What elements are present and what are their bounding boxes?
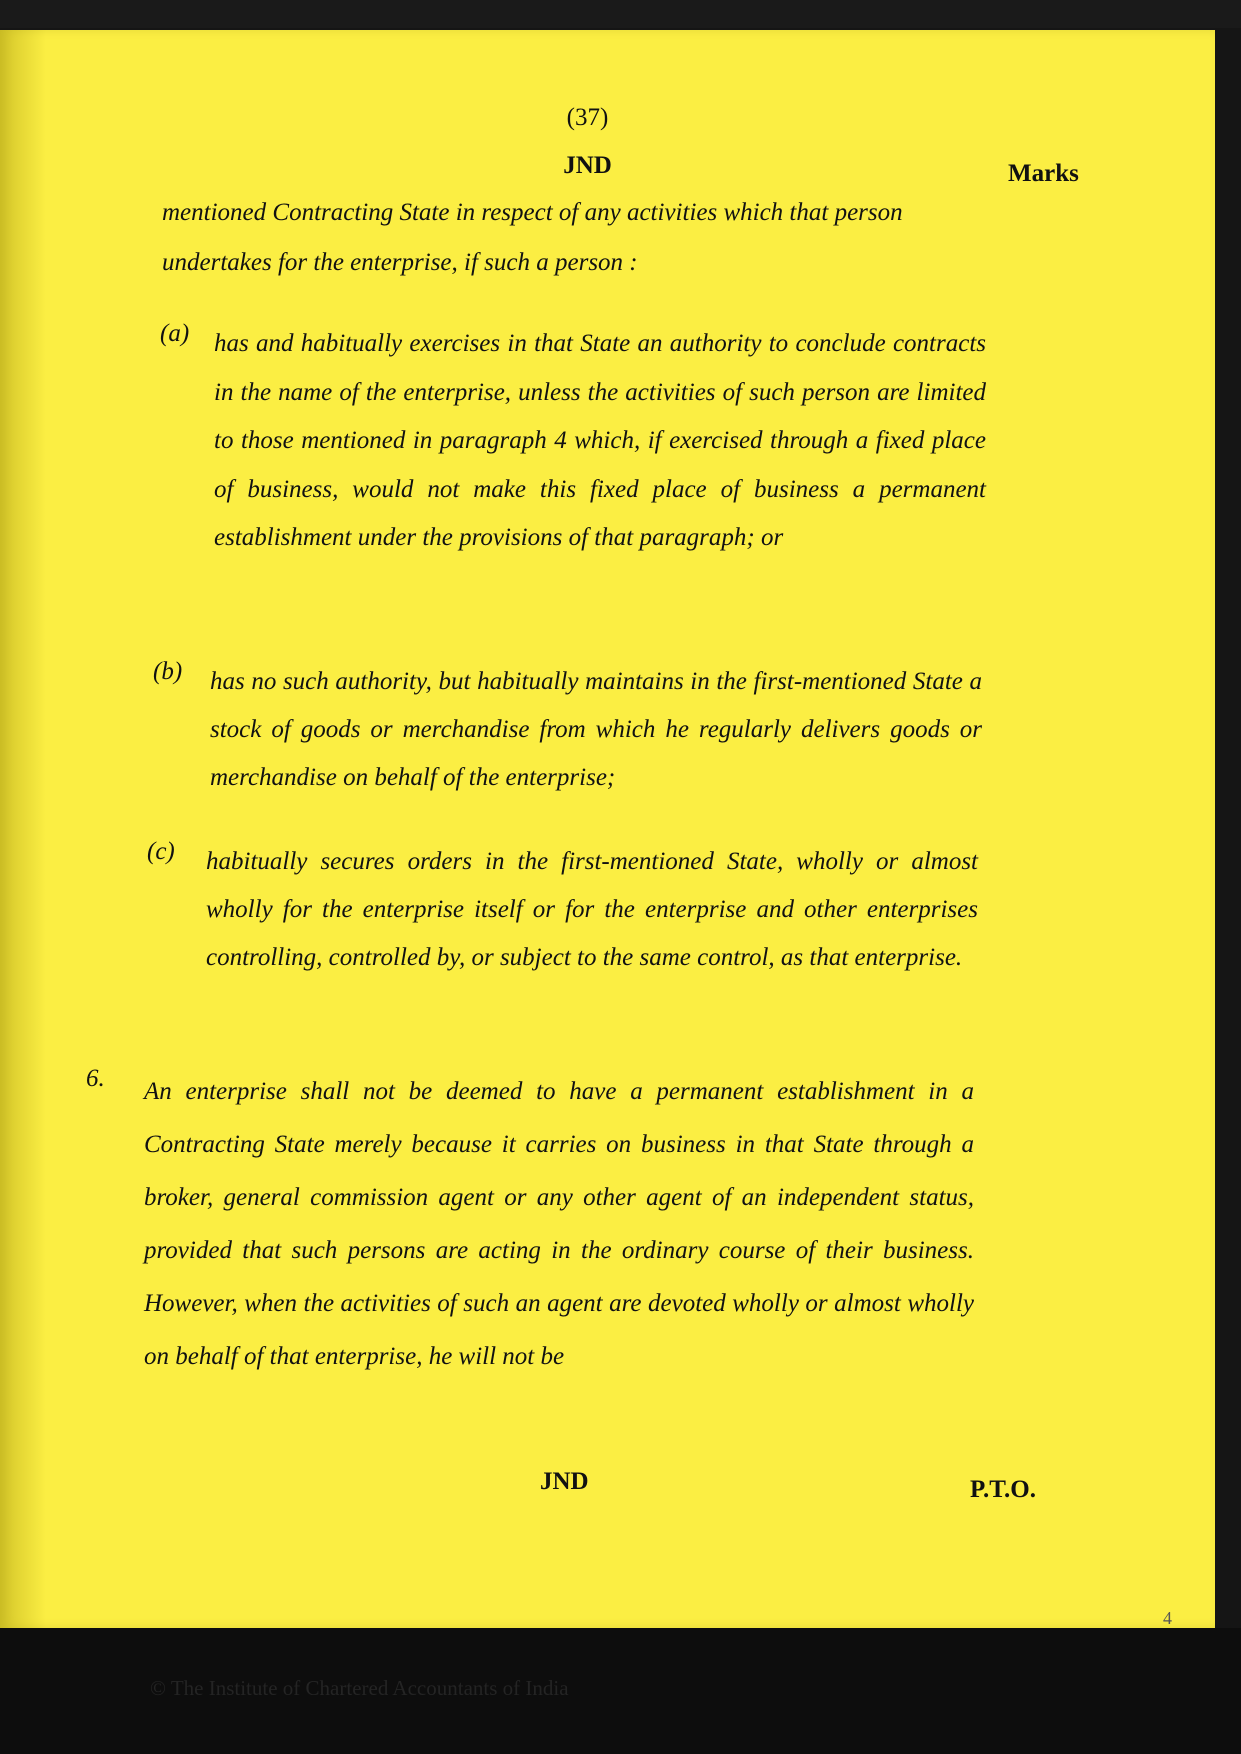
scan-top-border [0, 0, 1241, 28]
intro-text [162, 188, 988, 288]
clause-c-label: (c) [147, 838, 175, 865]
corner-page-mark: 4 [1163, 1608, 1172, 1628]
page-number: (37) [566, 104, 609, 131]
clause-a-label: (a) [160, 320, 190, 347]
intro-line: mentioned Contracting State in respect of any activities which that person [162, 199, 903, 226]
clause-b-label: (b) [153, 658, 183, 685]
intro-line: undertakes for the enterprise, if such a person : [162, 249, 638, 276]
marks-column-label: Marks [1008, 160, 1079, 187]
copyright-watermark: © The Institute of Chartered Accountants of India [150, 1676, 569, 1700]
paragraph-number: 6. [86, 1065, 105, 1092]
footer-code: JND [540, 1468, 589, 1495]
clause-a-text: has and habitually exercises in that State an authority to conclude contracts in the name of the enterprise, unless the activities of such person are limited to those mentioned in paragraph 4 which, if exercised through a fixed place of business, would not make this fixed place of business a permanent establishment under the provisions of that paragraph; or [214, 330, 986, 551]
header-code: JND [563, 152, 612, 179]
pto-label: P.T.O. [970, 1476, 1036, 1503]
clause-b-text: has no such authority, but habitually maintains in the first-mentioned State a stock of goods or merchandise from which he regularly delivers goods or merchandise on behalf of the enterprise; [210, 668, 982, 791]
paragraph-text: An enterprise shall not be deemed to have a permanent establishment in a Contracting State merely because it carries on business in that State through a broker, general commission agent or any other agent of an independent status, provided that such persons are acting in the ordinary course of their business. However, when the activities of such an agent are devoted wholly or almost wholly on behalf of that enterprise, he will not be [144, 1078, 974, 1370]
page-binding-shadow [0, 30, 46, 1628]
clause-c-text: habitually secures orders in the first-mentioned State, wholly or almost wholly for the enterprise itself or for the enterprise and other enterprises controlling, controlled by, or subject to the same control, as that enterprise. [206, 848, 978, 971]
